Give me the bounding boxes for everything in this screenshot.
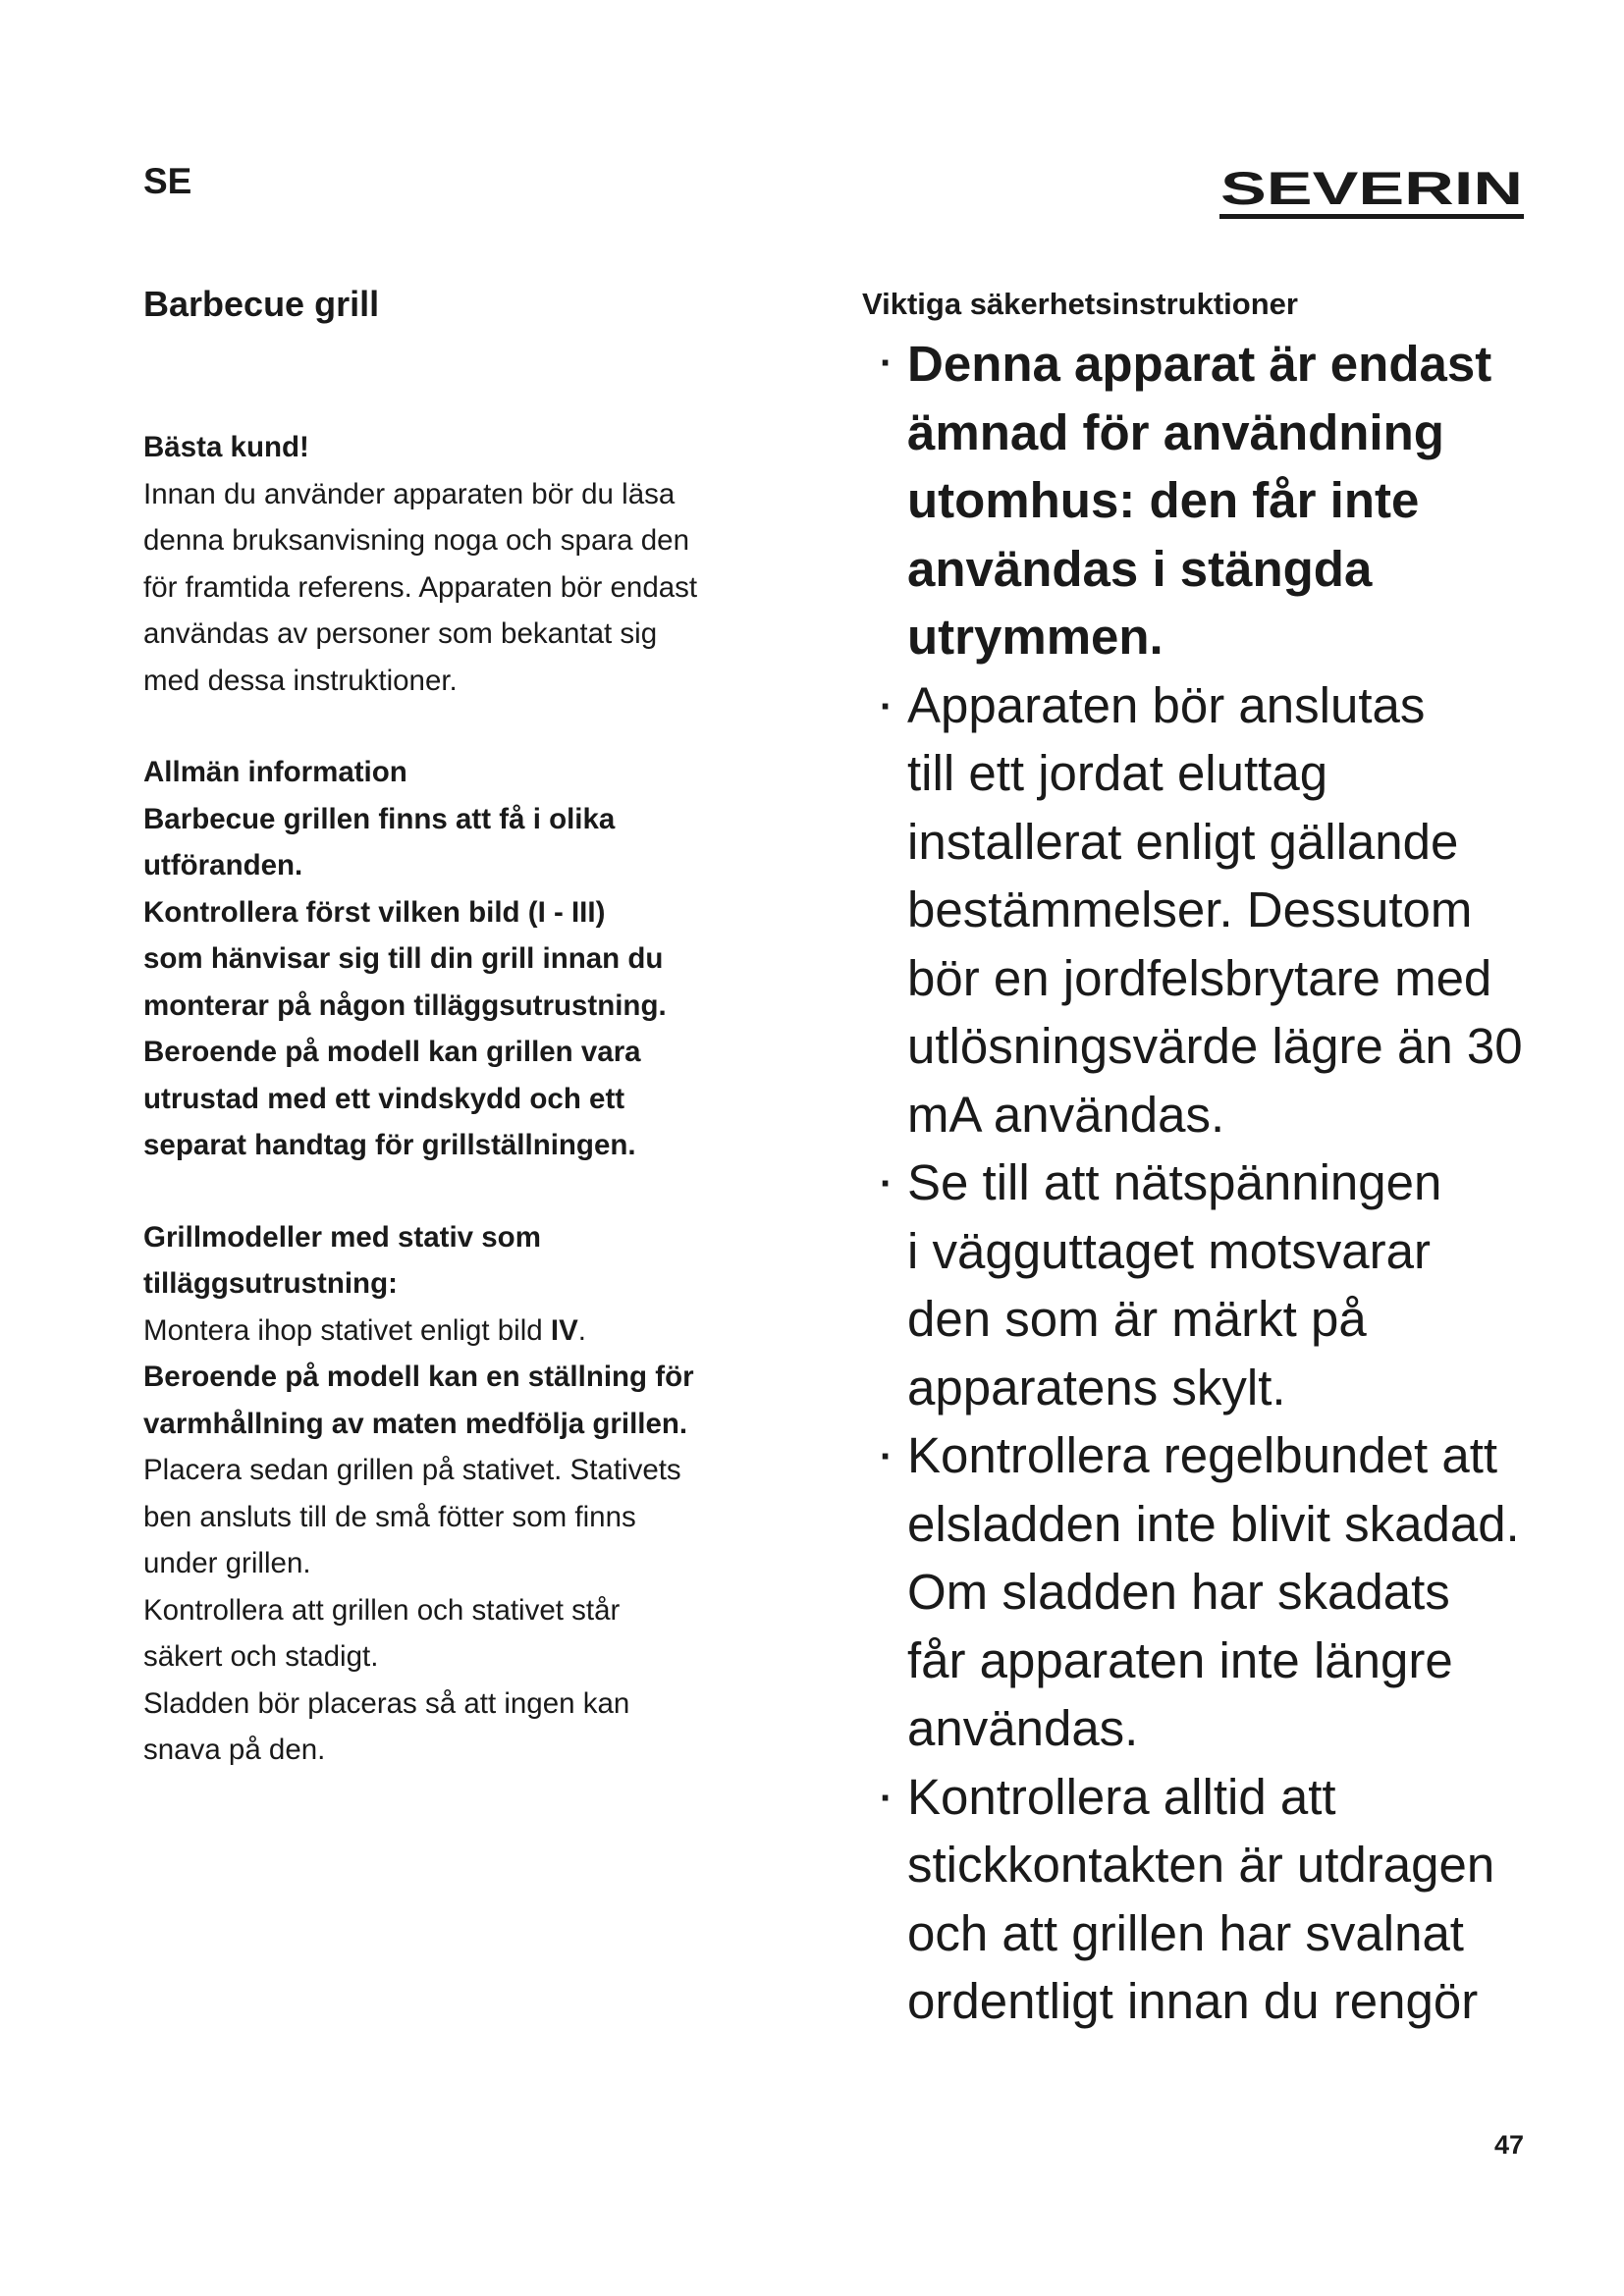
safety-line: utrymmen. bbox=[907, 609, 1164, 665]
section-heading: tilläggsutrustning: bbox=[143, 1267, 398, 1300]
safety-item bbox=[862, 330, 1540, 671]
mount-end: . bbox=[577, 1313, 586, 1347]
bullet-icon: · bbox=[880, 684, 893, 728]
safety-line: Apparaten bör anslutas bbox=[907, 676, 1426, 733]
safety-list bbox=[862, 330, 1540, 2036]
section-heading: Grillmodeller med stativ som bbox=[143, 1220, 541, 1254]
safety-line: till ett jordat eluttag bbox=[907, 745, 1328, 801]
safety-line: mA användas. bbox=[907, 1086, 1225, 1143]
intro-line: med dessa instruktioner. bbox=[143, 664, 458, 697]
general-line: monterar på någon tilläggsutrustning. bbox=[143, 988, 667, 1022]
salutation: Bästa kund! bbox=[143, 431, 309, 463]
general-line: Beroende på modell kan grillen vara bbox=[143, 1036, 641, 1068]
general-info-section bbox=[143, 749, 811, 1169]
intro-section bbox=[143, 424, 811, 704]
safety-line: i vägguttaget motsvarar bbox=[907, 1222, 1431, 1279]
general-line: som hänvisar sig till din grill innan du bbox=[143, 942, 664, 975]
bullet-icon: · bbox=[880, 1776, 893, 1820]
safety-line: ämnad för användning bbox=[907, 403, 1444, 460]
brand-logo bbox=[1216, 161, 1528, 224]
intro-line: användas av personer som bekantat sig bbox=[143, 617, 658, 650]
general-line: separat handtag för grillställningen. bbox=[143, 1129, 636, 1161]
figure-reference: IV bbox=[550, 1313, 578, 1347]
general-line: Kontrollera först vilken bild (I - III) bbox=[143, 895, 606, 929]
safety-line: ordentligt innan du rengör bbox=[907, 1973, 1479, 2029]
safety-line: användas i stängda bbox=[907, 540, 1373, 597]
safety-line: installerat enligt gällande bbox=[907, 813, 1459, 870]
safety-line: Se till att nätspänningen bbox=[907, 1154, 1442, 1210]
stand-line: Kontrollera att grillen och stativet står bbox=[143, 1593, 621, 1627]
safety-item bbox=[862, 1148, 1540, 1421]
bullet-icon: · bbox=[880, 1435, 893, 1478]
safety-line: Om sladden har skadats bbox=[907, 1564, 1450, 1620]
safety-line: Denna apparat är endast bbox=[907, 336, 1492, 392]
stand-line: ben ansluts till de små fötter som finns bbox=[143, 1500, 636, 1533]
section-heading: Allmän information bbox=[143, 756, 407, 788]
safety-line: användas. bbox=[907, 1700, 1139, 1756]
stand-line: Sladden bör placeras så att ingen kan bbox=[143, 1686, 630, 1720]
general-line: Barbecue grillen finns att få i olika bbox=[143, 802, 616, 835]
safety-item bbox=[862, 671, 1540, 1149]
safety-line: bör en jordfelsbrytare med bbox=[907, 949, 1492, 1006]
general-line: utföranden. bbox=[143, 849, 303, 881]
safety-line: och att grillen har svalnat bbox=[907, 1904, 1464, 1961]
safety-line: Kontrollera regelbundet att bbox=[907, 1427, 1498, 1483]
mount-text: Montera ihop stativet enligt bild bbox=[143, 1313, 551, 1347]
general-line: utrustad med ett vindskydd och ett bbox=[143, 1082, 625, 1115]
stand-bold-line: Beroende på modell kan en ställning för bbox=[143, 1361, 694, 1393]
safety-line: bestämmelser. Dessutom bbox=[907, 881, 1473, 937]
stand-models-section bbox=[143, 1214, 811, 1774]
bullet-icon: · bbox=[880, 342, 893, 385]
intro-line: Innan du använder apparaten bör du läsa bbox=[143, 477, 676, 510]
stand-bold-line: varmhållning av maten medfölja grillen. bbox=[143, 1407, 688, 1440]
mount-instruction bbox=[143, 1308, 811, 1355]
intro-line: för framtida referens. Apparaten bör endast bbox=[143, 570, 698, 604]
stand-line: Placera sedan grillen på stativet. Stativets bbox=[143, 1454, 681, 1486]
safety-line: elsladden inte blivit skadad. bbox=[907, 1495, 1520, 1552]
safety-item bbox=[862, 1763, 1540, 2036]
safety-line: stickkontakten är utdragen bbox=[907, 1837, 1495, 1893]
stand-line: under grillen. bbox=[143, 1547, 311, 1579]
intro-line: denna bruksanvisning noga och spara den bbox=[143, 524, 689, 557]
safety-line: utlösningsvärde lägre än 30 bbox=[907, 1018, 1523, 1074]
right-column bbox=[862, 285, 1540, 2036]
bullet-icon: · bbox=[880, 1162, 893, 1205]
document-title: Barbecue grill bbox=[143, 284, 380, 324]
page-number: 47 bbox=[1494, 2130, 1525, 2160]
brand-underline bbox=[1219, 214, 1524, 219]
safety-line: Kontrollera alltid att bbox=[907, 1768, 1336, 1825]
safety-item bbox=[862, 1421, 1540, 1763]
safety-line: den som är märkt på bbox=[907, 1291, 1367, 1347]
left-column bbox=[143, 283, 811, 1774]
safety-line: utomhus: den får inte bbox=[907, 472, 1420, 528]
safety-line: får apparaten inte längre bbox=[907, 1631, 1453, 1688]
safety-line: apparatens skylt. bbox=[907, 1359, 1286, 1415]
brand-wordmark: SEVERIN bbox=[1220, 162, 1523, 214]
language-code: SE bbox=[143, 161, 192, 201]
stand-line: säkert och stadigt. bbox=[143, 1640, 379, 1673]
stand-line: snava på den. bbox=[143, 1734, 326, 1766]
safety-heading: Viktiga säkerhetsinstruktioner bbox=[862, 287, 1298, 321]
